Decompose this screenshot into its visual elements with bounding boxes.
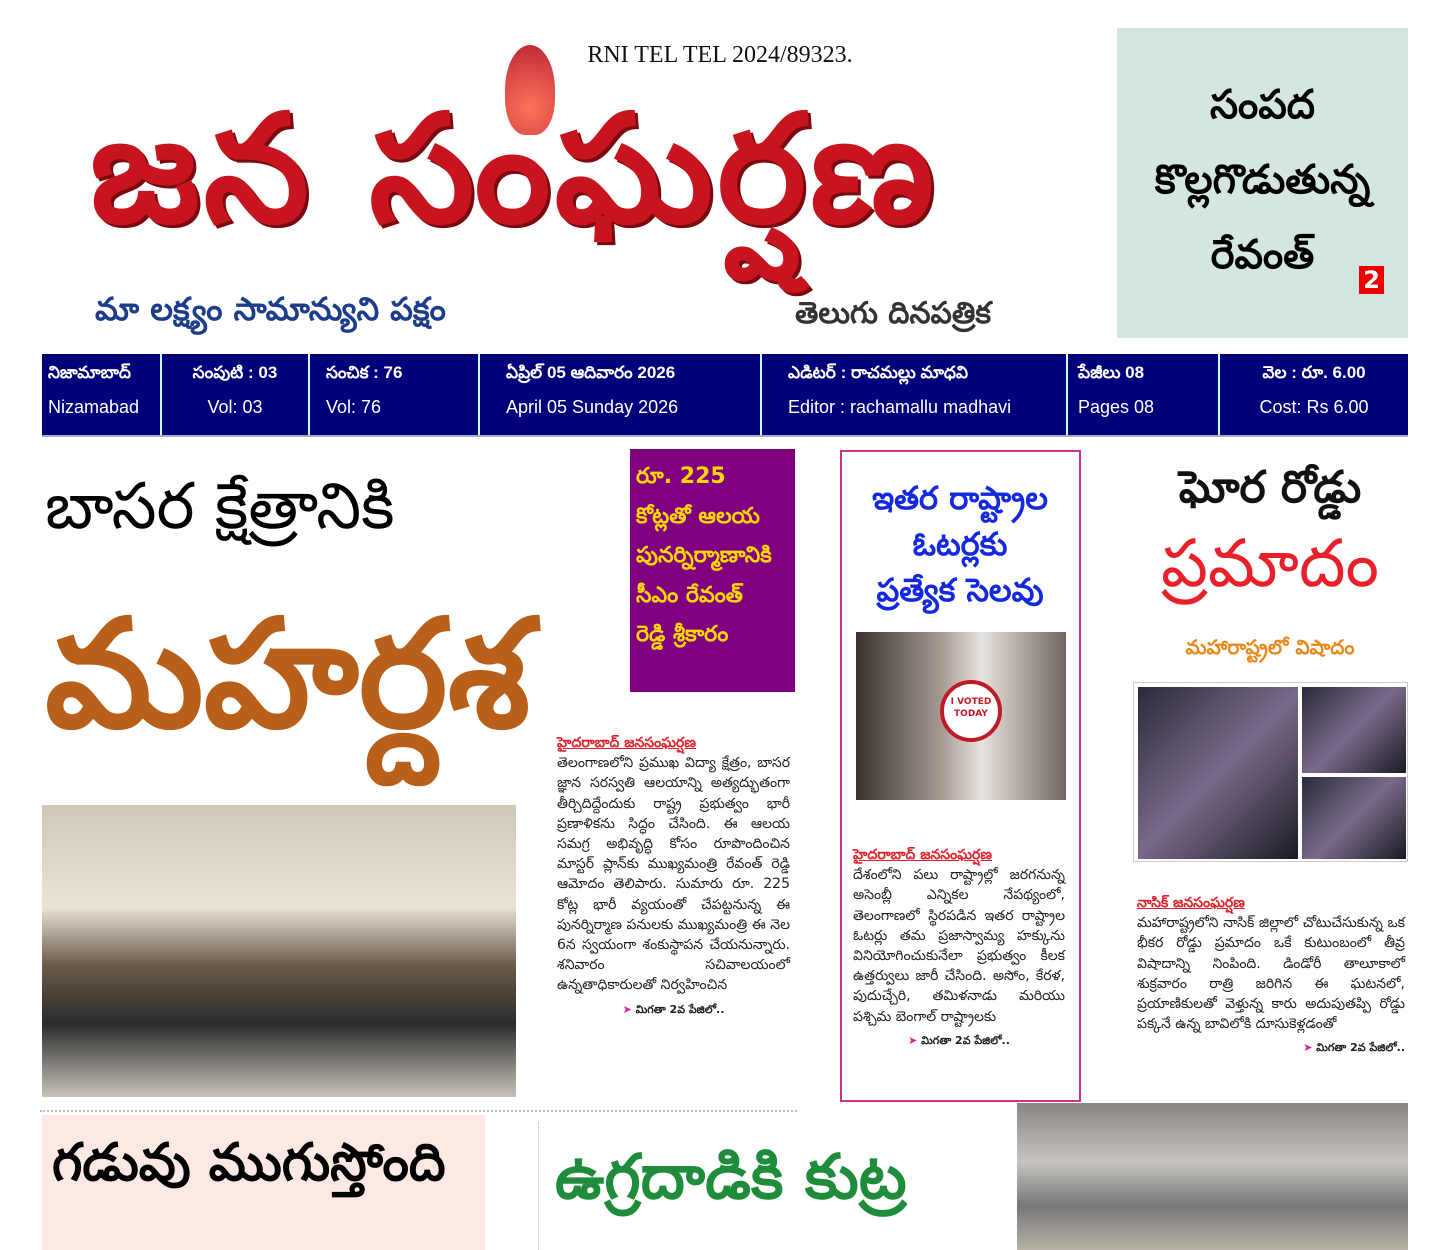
column-divider — [538, 1122, 539, 1250]
article-body: దేశంలోని పలు రాష్ట్రాల్లో జరగనున్న అసెంబ్లీ ఎన్నికల నేపథ్యంలో, తెలంగాణలో స్థిరపడిన ఇతర రాష్ట్రాల ఓటర్లు తమ ప్రజాస్వామ్య హక్కును వినియోగించుకునేలా ప్రభుత్వం కీలక ఉత్తర్వులు జారీ చేసింది. అసోం, కేరళ, పుదుచ్చేరి, తమిళనాడు మరియు పశ్చిమ బెంగాల్ రాష్ట్రాలకు — [853, 867, 1065, 1025]
article-body: మహారాష్ట్రలోని నాసిక్ జిల్లాలో చోటుచేసుకున్న ఒక భీకర రోడ్డు ప్రమాదం ఒకే కుటుంబంలో తీవ్ర విషాదాన్ని నింపింది. డిండోరీ తాలూకాలో శుక్రవారం రాత్రి జరిగిన ఈ ఘటనలో, ప్రయాణికులతో వెళ్తున్న కారు అదుపుతప్పి రోడ్డు పక్కనే ఉన్న బావిలోకి దూసుకెళ్లడంతో — [1137, 915, 1405, 1033]
info-editor: ఎడిటర్ : రాచమల్లు మాధవి Editor : rachamallu madhavi — [762, 354, 1068, 435]
arrow-icon: ➤ — [622, 1002, 632, 1016]
accident-photo-collage — [1133, 682, 1408, 862]
arrow-icon: ➤ — [908, 1033, 918, 1047]
dateline: హైదరాబాద్ జనసంఘర్షణ — [557, 735, 696, 751]
i-voted-badge: I VOTED TODAY — [940, 680, 1002, 742]
info-location: నిజామాబాద్ Nizamabad — [42, 354, 162, 435]
accident-article — [1137, 893, 1405, 1059]
newspaper-logo: జన సంఘర్షణ — [90, 83, 939, 257]
voters-headline[interactable]: ఇతర రాష్ట్రాల ఓటర్లకు ప్రత్యేక సెలవు — [872, 479, 1048, 609]
lead-headline-top[interactable]: బాసర క్షేత్రానికి — [45, 470, 395, 544]
info-price: వెల : రూ. 6.00 Cost: Rs 6.00 — [1259, 363, 1369, 417]
article-body: తెలంగాణలోని ప్రముఖ విద్యా క్షేత్రం, బాసర జ్ఞాన సరస్వతి ఆలయాన్ని అత్యద్భుతంగా తీర్చిదిద్దేందుకు రాష్ట్ర ప్రభుత్వం భారీ ప్రణాళికను సిద్ధం చేసింది. ఈ ఆలయ సమగ్ర అభివృద్ధి కోసం రూపొందించిన మాస్టర్ ప్లాన్‌కు ముఖ్యమంత్రి రేవంత్ రెడ్డి ఆమోదం తెలిపారు. సుమారు రూ. 225 కోట్ల భారీ వ్యయంతో చేపట్టనున్న ఈ పునర్నిర్మాణ పనులకు ముఖ్యమంత్రి ఈ నెల 6న స్వయంగా శంకుస్థాపన చేయనున్నారు. శనివారం సచివాలయంలో ఉన్నతాధికారులతో నిర్వహించిన — [557, 755, 790, 994]
dateline: హైదరాబాద్ జనసంఘర్షణ — [853, 847, 992, 863]
lead-article — [557, 733, 790, 1020]
police-scene-photo — [1017, 1103, 1408, 1250]
dateline: నాసిక్ జనసంఘర్షణ — [1137, 895, 1245, 911]
side-headline-box[interactable] — [1117, 28, 1408, 338]
cm-meeting-photo — [42, 805, 516, 1097]
continued-link[interactable]: ➤ మిగతా 2వ పేజిలో.. — [1303, 1041, 1405, 1055]
accident-subhead: మహారాష్ట్రలో విషాదం — [1185, 635, 1355, 659]
voters-article — [853, 845, 1065, 1051]
section-divider — [40, 1110, 797, 1112]
arrow-icon: ➤ — [1303, 1041, 1313, 1055]
accident-headline-main[interactable]: ప్రమాదం — [1161, 525, 1379, 602]
highlight-line: పునర్నిర్మాణానికి — [636, 543, 772, 568]
side-headline-line: రేవంత్ — [1210, 232, 1315, 278]
lead-headline-main[interactable]: మహర్దశ — [45, 588, 531, 762]
highlight-line: రూ. 225 — [636, 464, 726, 489]
rni-number: RNI TEL TEL 2024/89323. — [587, 42, 853, 68]
info-date: ఏప్రిల్ 05 ఆదివారం 2026 April 05 Sunday 2026 — [480, 354, 762, 435]
accident-headline-top[interactable]: ఘోర రోడ్డు — [1178, 462, 1362, 513]
deadline-headline: గడువు ముగుస్తోంది — [52, 1133, 446, 1193]
continued-link[interactable]: ➤ మిగతా 2వ పేజిలో.. — [622, 1002, 725, 1016]
plot-headline[interactable]: ఉగ్రదాడికి కుట్ర — [555, 1140, 907, 1213]
page-reference-badge: 2 — [1359, 266, 1384, 294]
telugu-daily-label: తెలుగు దినపత్రిక — [795, 296, 991, 331]
continued-link[interactable]: ➤ మిగతా 2వ పేజిలో.. — [908, 1033, 1010, 1047]
side-headline-line: సంపద — [1209, 82, 1316, 128]
highlight-line: రెడ్డి శ్రీకారం — [636, 622, 729, 647]
lead-highlight-box — [630, 449, 795, 692]
info-bar — [42, 354, 1408, 437]
info-volume: సంపుటి : 03 Vol: 03 — [162, 354, 310, 435]
highlight-line: కోట్లతో ఆలయ — [636, 503, 760, 529]
info-pages: పేజీలు 08 Pages 08 — [1068, 354, 1220, 435]
highlight-line: సీఎం రేవంత్ — [636, 582, 743, 608]
tagline: మా లక్ష్యం సామాన్యుని పక్షం — [95, 290, 446, 328]
info-issue: సంచిక : 76 Vol: 76 — [310, 354, 480, 435]
deadline-story-box[interactable] — [42, 1115, 485, 1250]
side-headline-line: కొల్లగొడుతున్న — [1154, 157, 1371, 203]
